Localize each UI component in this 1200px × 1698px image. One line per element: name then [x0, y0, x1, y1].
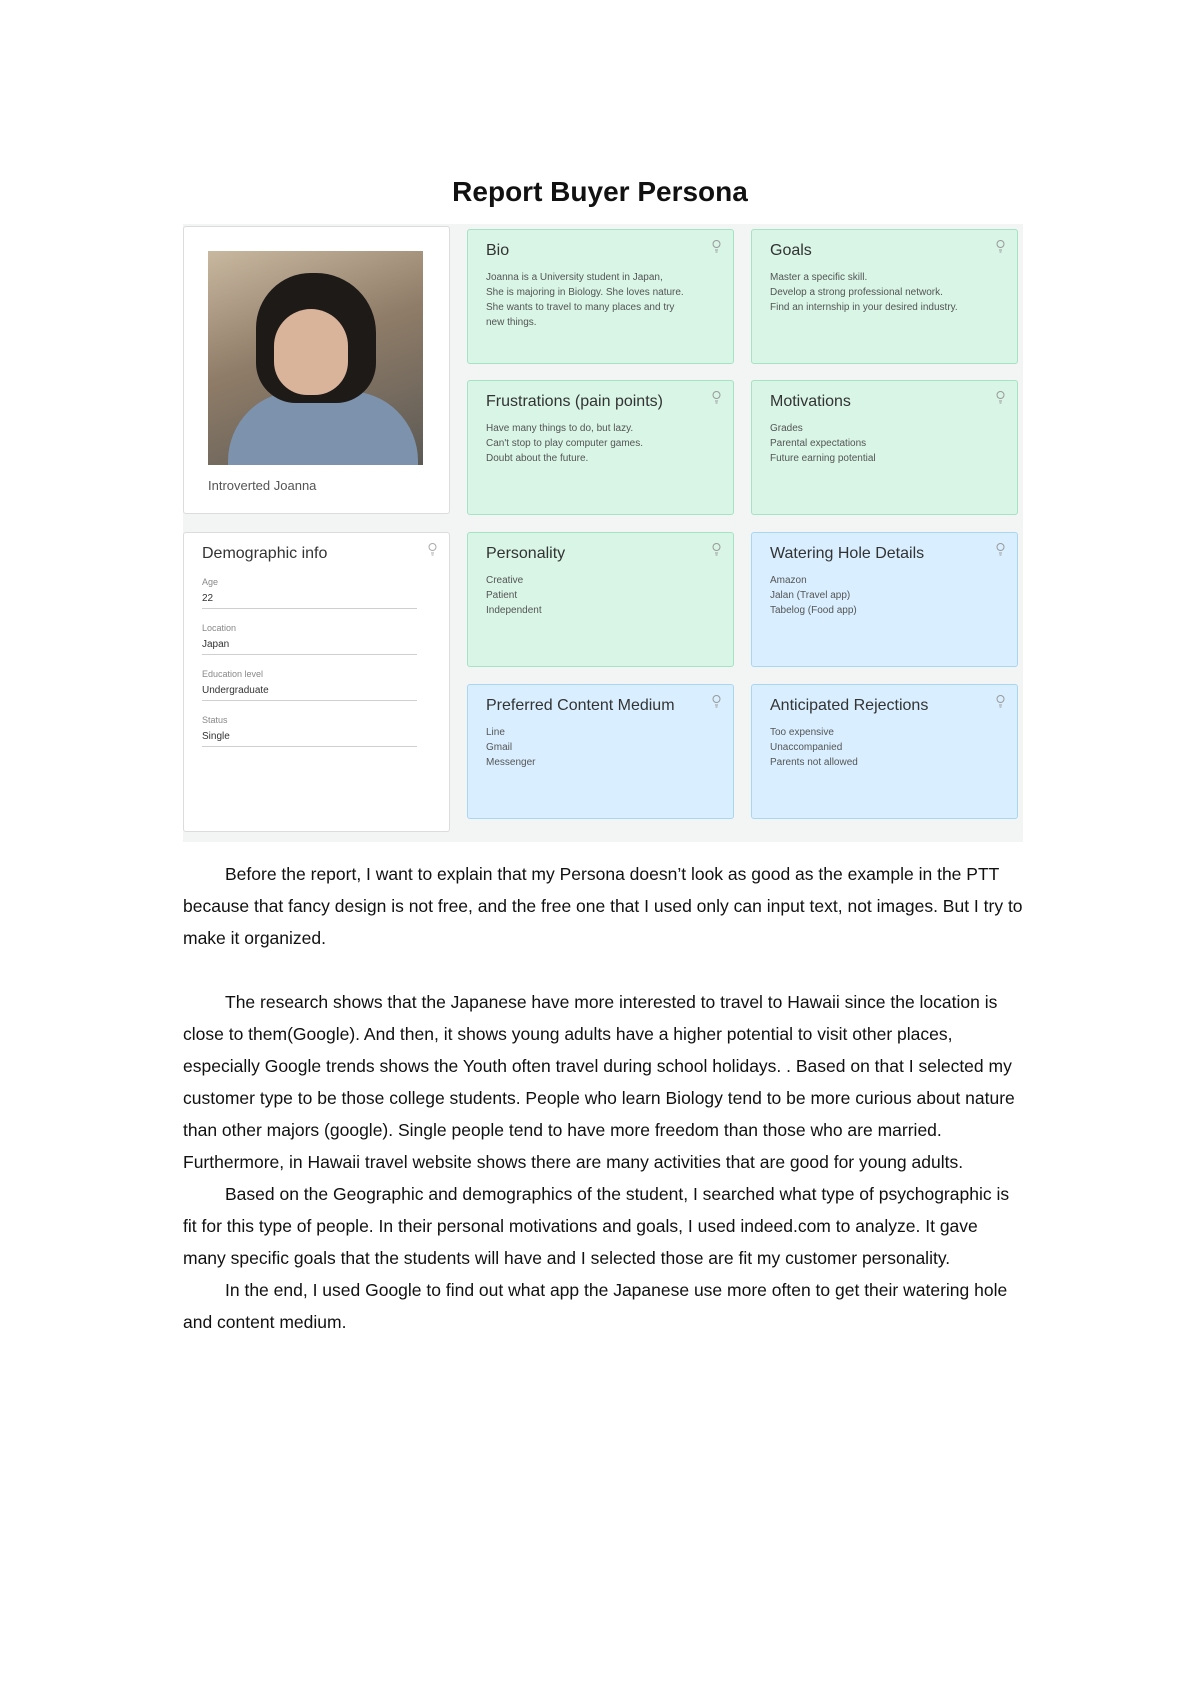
card-line: new things. — [486, 317, 537, 328]
demographic-field-status: Status Single — [202, 715, 417, 747]
card-line: Creative — [486, 575, 524, 586]
card-line: Too expensive — [770, 727, 834, 738]
demographic-field-education: Education level Undergraduate — [202, 669, 417, 701]
card-line: Joanna is a University student in Japan, — [486, 272, 663, 283]
demographic-title: Demographic info — [202, 545, 328, 562]
lightbulb-icon[interactable] — [712, 543, 721, 556]
card-title: Preferred Content Medium — [486, 697, 675, 714]
paragraph: In the end, I used Google to find out what app the Japanese use more often to get their watering hole and content medium. — [183, 1280, 1008, 1332]
card-line: Future earning potential — [770, 453, 876, 464]
card-anticipated-rejections — [751, 684, 1018, 819]
report-body — [183, 858, 1023, 1338]
card-line: Jalan (Travel app) — [770, 590, 851, 601]
card-line: Have many things to do, but lazy. — [486, 423, 634, 434]
lightbulb-icon[interactable] — [428, 543, 437, 556]
card-line: She wants to travel to many places and try — [486, 302, 675, 313]
card-line: Grades — [770, 423, 803, 434]
persona-photo — [208, 251, 423, 465]
card-line: Messenger — [486, 757, 536, 768]
card-title: Frustrations (pain points) — [486, 393, 663, 410]
paragraph: Before the report, I want to explain that my Persona doesn’t look as good as the example in the PTT because that fancy design is not free, and the free one that I used only can input text, not images. But I try to make it organized. — [183, 864, 1023, 948]
card-goals — [751, 229, 1018, 364]
demographic-field-location: Location Japan — [202, 623, 417, 655]
lightbulb-icon[interactable] — [712, 695, 721, 708]
lightbulb-icon[interactable] — [996, 240, 1005, 253]
card-line: Doubt about the future. — [486, 453, 589, 464]
persona-board — [183, 224, 1023, 842]
card-title: Personality — [486, 545, 566, 562]
card-line: Amazon — [770, 575, 807, 586]
card-frustrations — [467, 380, 734, 515]
card-title: Watering Hole Details — [770, 545, 925, 562]
card-title: Bio — [486, 242, 510, 259]
card-personality — [467, 532, 734, 667]
card-line: Parental expectations — [770, 438, 867, 449]
paragraph: The research shows that the Japanese have more interested to travel to Hawaii since the location is close to them(Google). And then, it shows young adults have a higher potential to visit other places, especially Google trends shows the Youth often travel during school holidays. . Based on that I selected my customer type to be those college students. People who learn Biology tend to be more curious about nature than other majors (google). Single people tend to have more freedom than those who are married. Furthermore, in Hawaii travel website shows there are many activities that are good for young adults. — [183, 992, 1015, 1172]
card-line: Tabelog (Food app) — [770, 605, 857, 616]
lightbulb-icon[interactable] — [996, 695, 1005, 708]
card-line: Unaccompanied — [770, 742, 843, 753]
card-line: Master a specific skill. — [770, 272, 868, 283]
card-line: Independent — [486, 605, 542, 616]
paragraph: Based on the Geographic and demographics of the student, I searched what type of psychographic is fit for this type of people. In their personal motivations and goals, I used indeed.com to analyze. It gave many specific goals that the students will have and I selected those are fit my customer personality. — [183, 1184, 1010, 1268]
card-watering-hole — [751, 532, 1018, 667]
lightbulb-icon[interactable] — [996, 391, 1005, 404]
card-line: Patient — [486, 590, 518, 601]
lightbulb-icon[interactable] — [996, 543, 1005, 556]
card-line: Parents not allowed — [770, 757, 858, 768]
lightbulb-icon[interactable] — [712, 391, 721, 404]
card-line: Line — [486, 727, 505, 738]
persona-name: Introverted Joanna — [208, 478, 317, 493]
profile-card — [183, 226, 450, 514]
card-title: Motivations — [770, 393, 851, 410]
card-line: Develop a strong professional network. — [770, 287, 943, 298]
lightbulb-icon[interactable] — [712, 240, 721, 253]
card-line: Gmail — [486, 742, 513, 753]
card-content-medium — [467, 684, 734, 819]
document-title: Report Buyer Persona — [452, 176, 748, 207]
card-title: Anticipated Rejections — [770, 697, 929, 714]
demographic-card — [183, 532, 450, 832]
card-motivations — [751, 380, 1018, 515]
card-line: Can't stop to play computer games. — [486, 438, 643, 449]
card-line: She is majoring in Biology. She loves nature. — [486, 287, 684, 298]
card-title: Goals — [770, 242, 812, 259]
demographic-field-age: Age 22 — [202, 577, 417, 609]
card-line: Find an internship in your desired industry. — [770, 302, 958, 313]
card-bio — [467, 229, 734, 364]
